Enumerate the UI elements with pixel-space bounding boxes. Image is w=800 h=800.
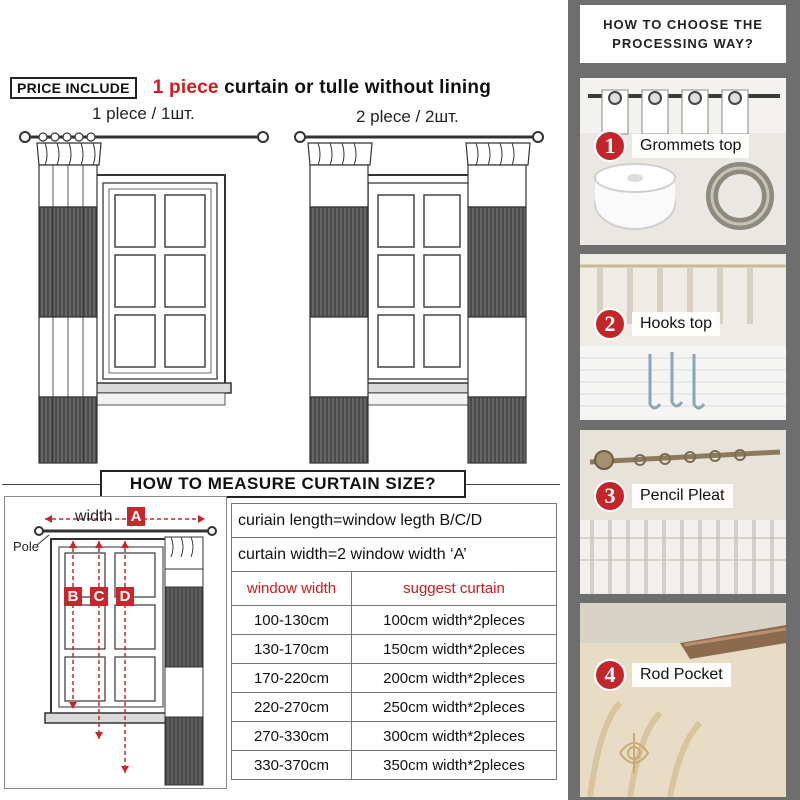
piece-count-highlight: 1 piece	[152, 77, 219, 98]
window-width-cell: 330-370cm	[232, 751, 352, 780]
suggest-curtain-cell: 300cm width*2pleces	[352, 722, 557, 751]
option-number-badge: 1	[594, 130, 626, 162]
sidebar-title-line2: PROCESSING WAY?	[612, 36, 754, 51]
two-piece-caption: 2 plece / 2шт.	[356, 107, 459, 126]
option-card-rod-pocket	[580, 603, 786, 797]
width-rule-row	[232, 538, 557, 572]
table-row	[232, 635, 557, 664]
option-label: Pencil Pleat	[632, 484, 733, 508]
window-width-cell: 130-170cm	[232, 635, 352, 664]
width-rule: curtain width=2 window width ‘A’	[232, 538, 557, 572]
option-row-pencil-pleat[interactable]	[594, 480, 733, 512]
size-table	[231, 503, 557, 780]
measure-section-title: HOW TO MEASURE CURTAIN SIZE?	[100, 470, 466, 498]
diagram-letter-b: B	[64, 587, 82, 606]
option-card-pencil-pleat	[580, 430, 786, 594]
window-width-cell: 270-330cm	[232, 722, 352, 751]
diagram-letter-d: D	[116, 587, 134, 606]
table-row	[232, 664, 557, 693]
option-row-hooks[interactable]	[594, 308, 720, 340]
price-include-text	[153, 77, 491, 99]
sidebar-title-line1: HOW TO CHOOSE THE	[603, 17, 763, 32]
diagram-letter-a: A	[127, 507, 145, 526]
option-number-badge: 4	[594, 659, 626, 691]
option-label: Hooks top	[632, 312, 720, 336]
processing-way-sidebar	[568, 0, 800, 800]
suggest-curtain-cell: 250cm width*2pleces	[352, 693, 557, 722]
suggest-curtain-cell: 100cm width*2pleces	[352, 606, 557, 635]
one-piece-caption: 1 plece / 1шт.	[92, 104, 195, 123]
option-number-badge: 2	[594, 308, 626, 340]
option-number-badge: 3	[594, 480, 626, 512]
rod-pocket-photo	[580, 603, 786, 797]
suggest-curtain-cell: 350cm width*2pleces	[352, 751, 557, 780]
price-include-description: curtain or tulle without lining	[218, 77, 492, 98]
diagram-pole-label: Pole	[13, 539, 40, 554]
two-piece-illustration	[290, 125, 550, 475]
option-card-hooks	[580, 254, 786, 420]
option-label: Grommets top	[632, 134, 749, 158]
one-piece-illustration	[15, 125, 280, 475]
suggest-curtain-cell: 200cm width*2pleces	[352, 664, 557, 693]
length-rule-row	[232, 504, 557, 538]
window-width-cell: 170-220cm	[232, 664, 352, 693]
table-row	[232, 751, 557, 780]
column-header-suggest-curtain: suggest curtain	[352, 572, 557, 606]
length-rule: curiain length=window legth B/C/D	[232, 504, 557, 538]
option-row-rod-pocket[interactable]	[594, 659, 731, 691]
window-width-cell: 100-130cm	[232, 606, 352, 635]
table-row	[232, 722, 557, 751]
table-header-row	[232, 572, 557, 606]
diagram-width-label: width	[75, 508, 113, 525]
table-row	[232, 606, 557, 635]
suggest-curtain-cell: 150cm width*2pleces	[352, 635, 557, 664]
window-width-cell: 220-270cm	[232, 693, 352, 722]
pencil-pleat-photo	[580, 430, 786, 594]
option-label: Rod Pocket	[632, 663, 731, 687]
measure-diagram	[4, 496, 227, 789]
table-row	[232, 693, 557, 722]
option-card-grommets	[580, 78, 786, 245]
option-row-grommets[interactable]	[594, 130, 749, 162]
price-include-row	[10, 76, 491, 100]
sidebar-title	[580, 5, 786, 63]
price-include-badge: PRICE INCLUDE	[10, 77, 137, 99]
diagram-letter-c: C	[90, 587, 108, 606]
column-header-window-width: window width	[232, 572, 352, 606]
